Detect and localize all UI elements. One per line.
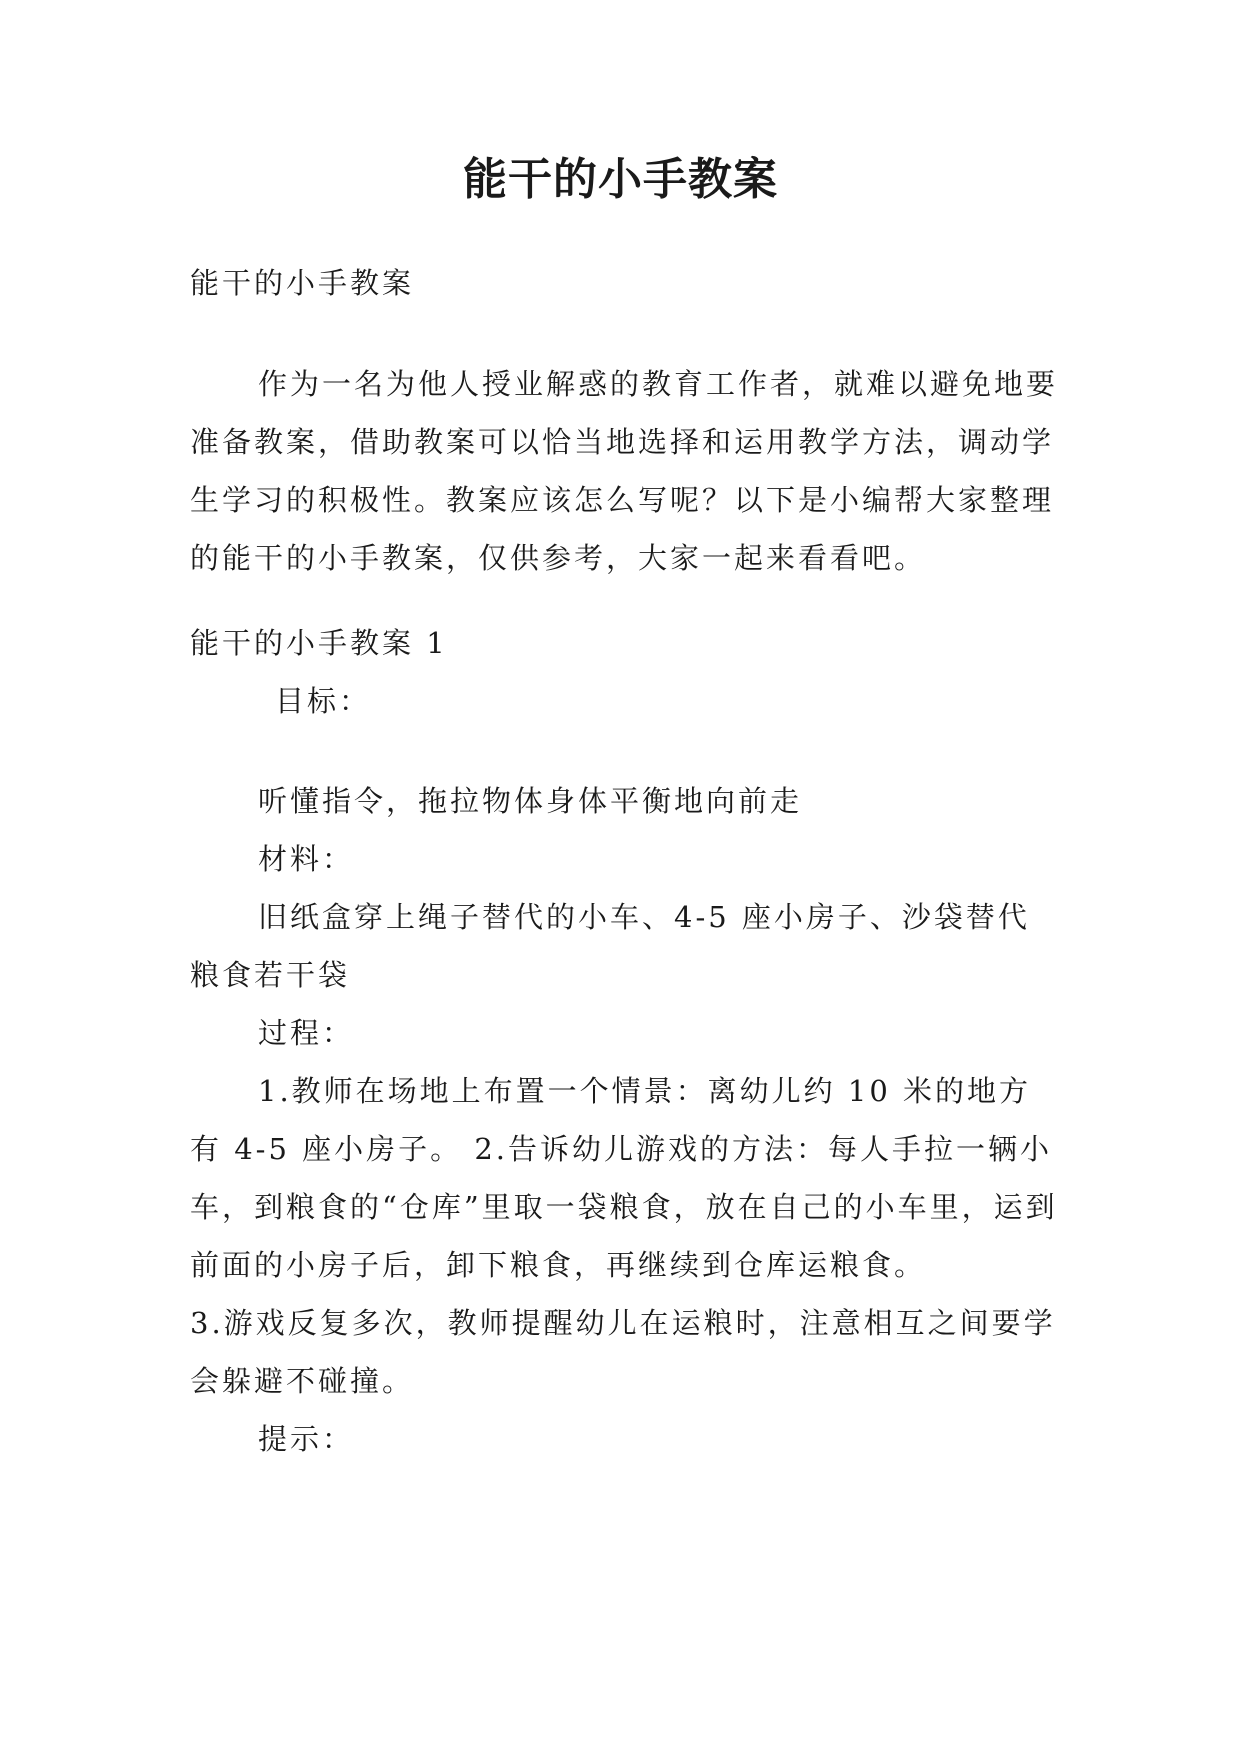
tip-label: 提示： [258,1422,355,1456]
process-label: 过程： [258,1016,355,1050]
document-subtitle: 能干的小手教案 [190,266,415,300]
material-text: 旧纸盒穿上绳子替代的小车、4-5 座小房子、沙袋替代粮食若干袋 [190,900,1030,992]
goal-text: 听懂指令，拖拉物体身体平衡地向前走 [258,784,803,818]
material-label: 材料： [258,842,355,876]
document-title: 能干的小手教案 [463,154,778,205]
goal-label: 目标： [275,684,372,718]
section-1-content [190,772,1060,1468]
document-subtitle-block [190,254,1060,312]
section-1-heading: 能干的小手教案 1 [190,626,448,660]
intro-block [190,355,1060,587]
section-1 [190,614,1060,730]
intro-paragraph: 作为一名为他人授业解惑的教育工作者，就难以避免地要准备教案，借助教案可以恰当地选择和运用教学方法，调动学生学习的积极性。教案应该怎么写呢？以下是小编帮大家整理的能干的小手教案，仅供参考，大家一起来看看吧。 [190,367,1059,575]
process-text-1: 1.教师在场地上布置一个情景：离幼儿约 10 米的地方有 4-5 座小房子。 2.告诉幼儿游戏的方法：每人手拉一辆小车，到粮食的“仓库”里取一袋粮食，放在自己的小车里，运到前面的小房子后，卸下粮食，再继续到仓库运粮食。 [190,1074,1058,1282]
process-text-2: 3.游戏反复多次，教师提醒幼儿在运粮时，注意相互之间要学会躲避不碰撞。 [190,1306,1056,1398]
